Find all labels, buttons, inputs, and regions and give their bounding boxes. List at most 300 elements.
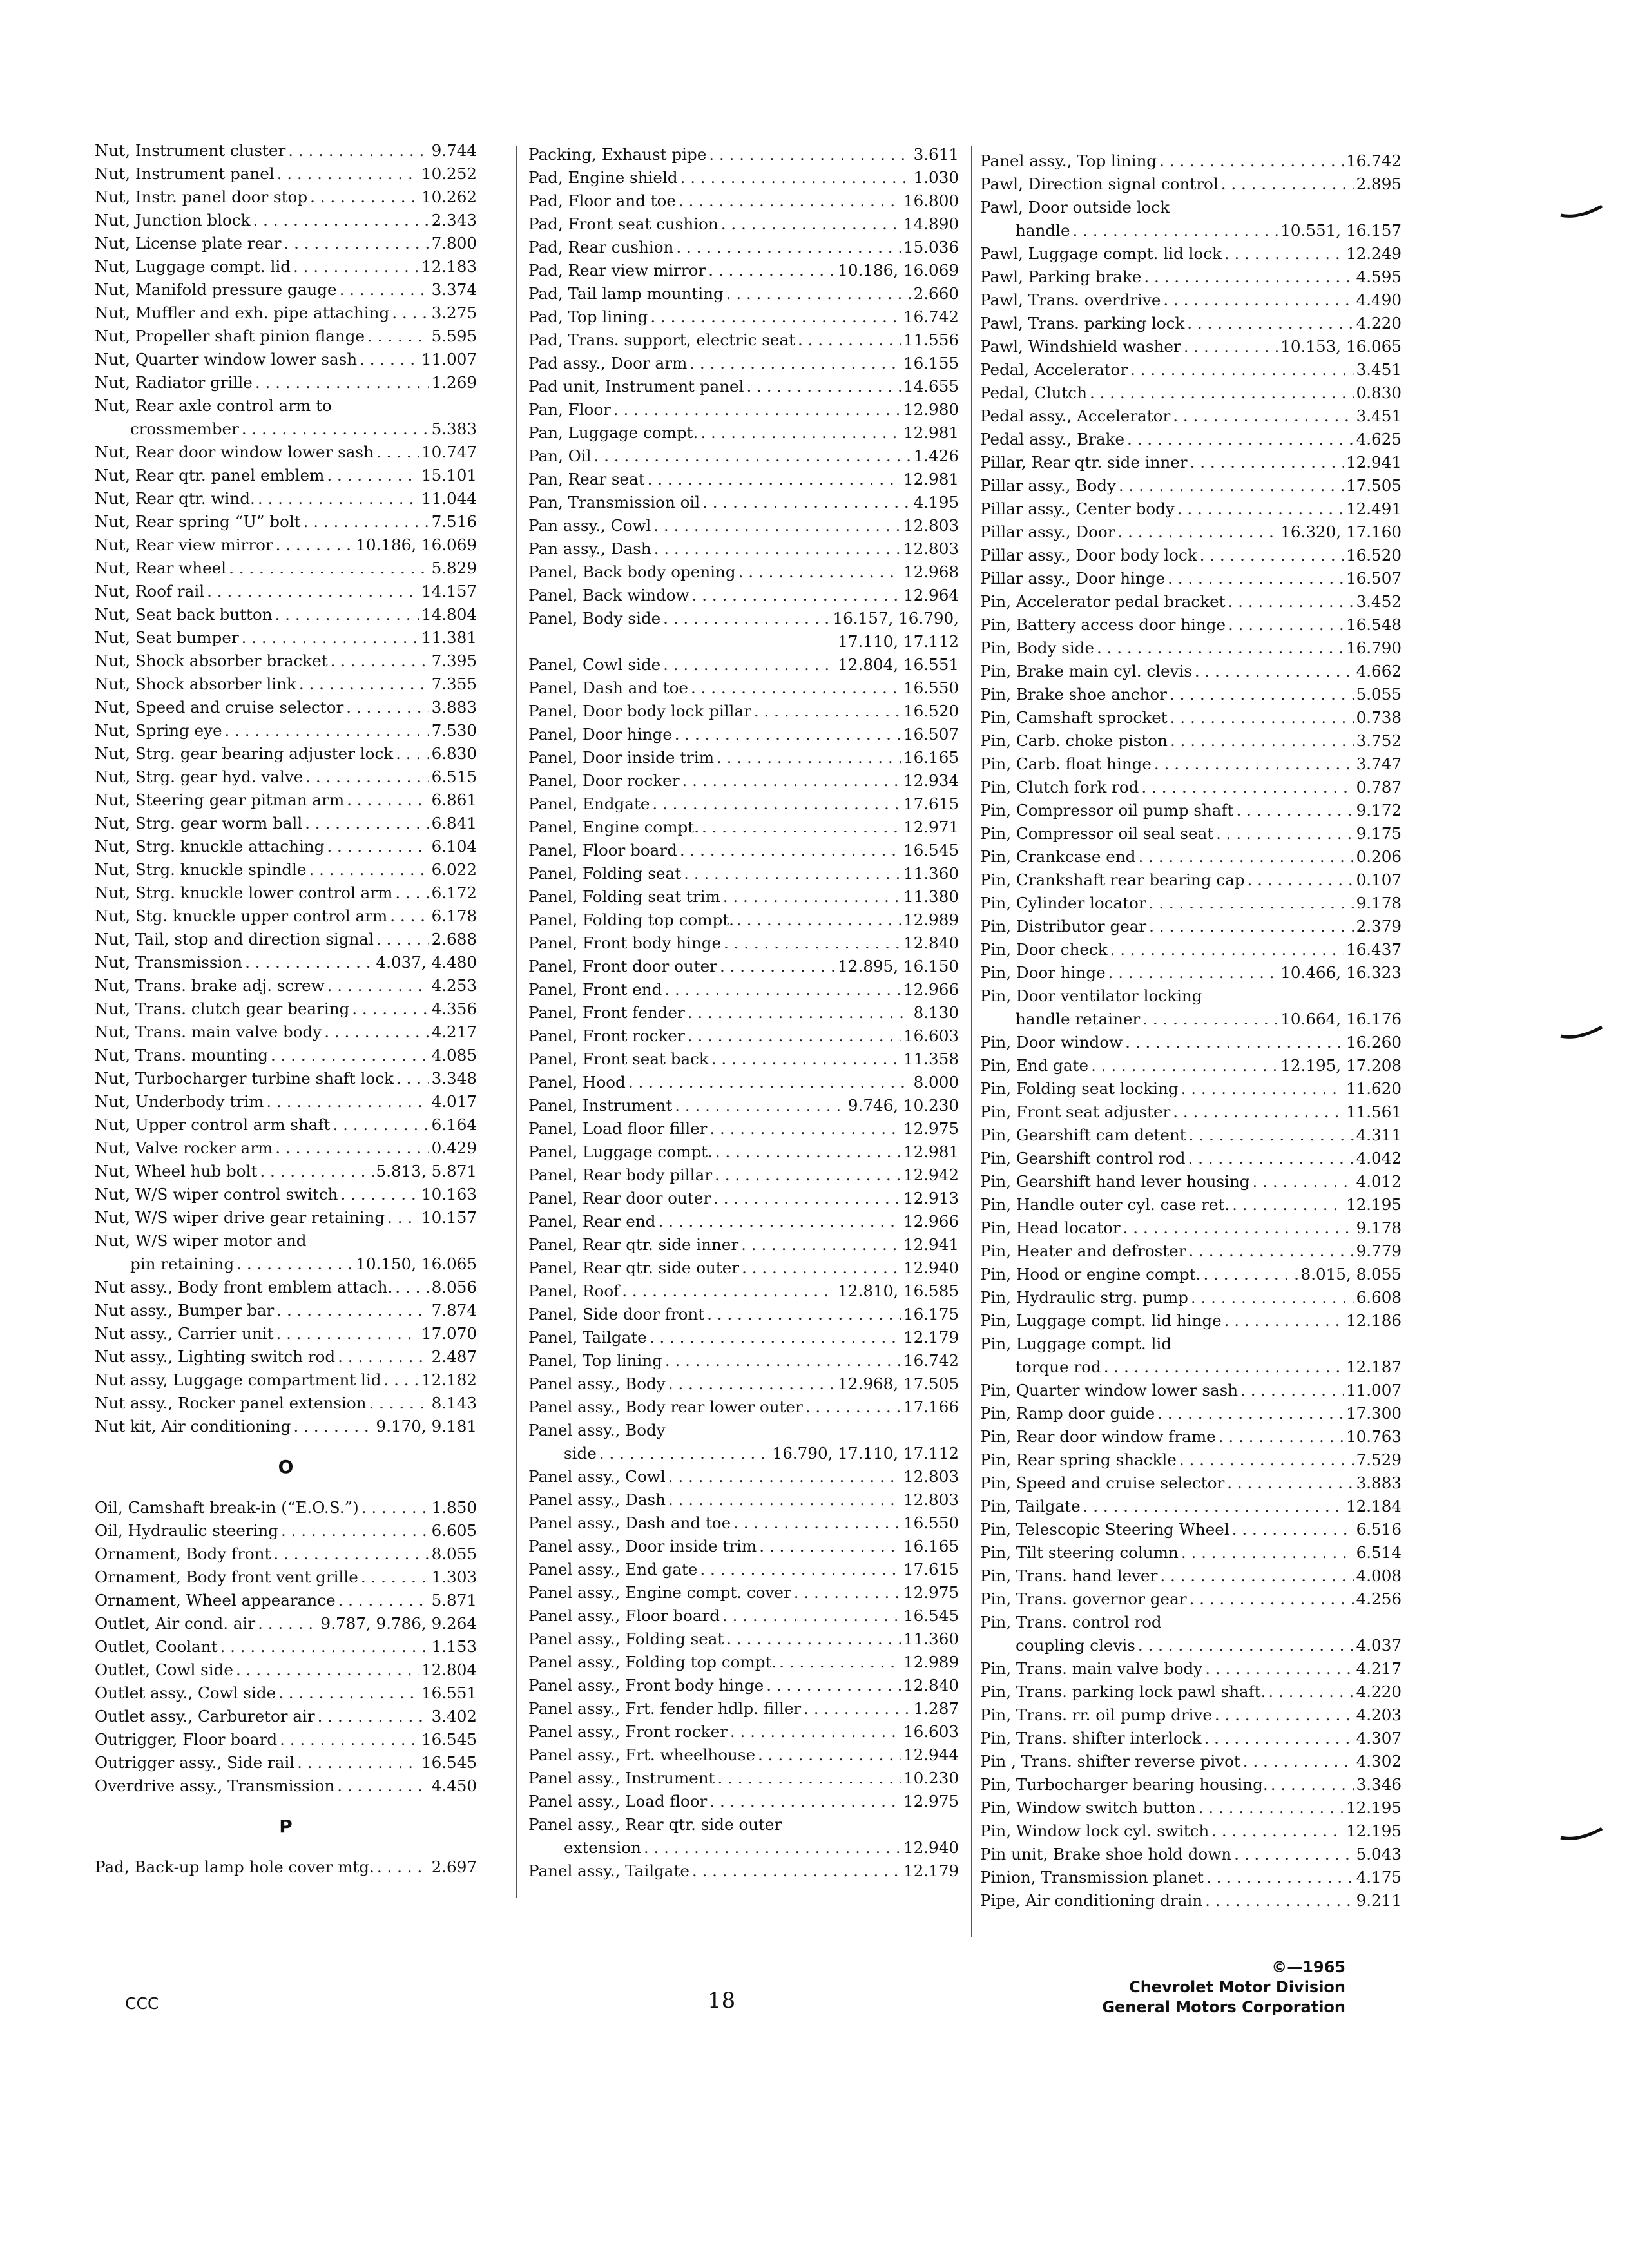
- entry-reference-number: 2.895: [1356, 175, 1402, 193]
- index-entry: [980, 1472, 1402, 1495]
- index-entry: [980, 1147, 1402, 1170]
- dot-leader: [304, 510, 429, 533]
- entry-reference-number: 17.070: [421, 1324, 477, 1343]
- entry-reference-number: 12.981: [903, 470, 959, 488]
- entry-part-name: Nut, Luggage compt. lid: [95, 257, 291, 276]
- dot-leader: [707, 1303, 901, 1326]
- entry-part-name: Pin, Turbocharger bearing housing.: [980, 1775, 1268, 1794]
- entry-part-name: Panel assy., Top lining: [980, 151, 1157, 170]
- dot-leader: [305, 812, 429, 835]
- entry-part-name: Pin, Clutch fork rod: [980, 778, 1139, 796]
- dot-leader: [1243, 1750, 1354, 1773]
- index-entry: [528, 955, 959, 978]
- entry-reference-number: 4.012: [1356, 1172, 1402, 1191]
- entry-reference-number: 11.360: [903, 864, 959, 883]
- entry-part-name: Nut, Instrument cluster: [95, 141, 286, 160]
- index-entry: [528, 213, 959, 236]
- index-entry: [95, 209, 477, 232]
- index-entry: [95, 1137, 477, 1160]
- dot-leader: [805, 1396, 901, 1419]
- entry-part-name: Panel, Folding top compt.: [528, 910, 734, 929]
- index-entry: [980, 1866, 1402, 1889]
- entry-reference-number: 12.942: [903, 1166, 959, 1184]
- dot-leader: [1170, 683, 1354, 706]
- entry-reference-number: 8.015, 8.055: [1300, 1265, 1402, 1283]
- entry-reference-number: 12.195: [1345, 1821, 1402, 1840]
- dot-leader: [387, 1206, 419, 1229]
- entry-reference-number: 12.934: [903, 771, 959, 790]
- index-entry: [528, 1372, 959, 1396]
- dot-leader: [1083, 1495, 1344, 1518]
- dot-leader: [276, 1299, 429, 1322]
- dot-leader: [245, 951, 373, 974]
- dot-leader: [644, 1836, 901, 1860]
- dot-leader: [324, 1021, 429, 1044]
- entry-reference-number: 10.163: [421, 1185, 477, 1204]
- entry-part-name: Panel, Back window: [528, 586, 689, 604]
- entry-reference-number: 10.747: [421, 443, 477, 461]
- dot-leader: [392, 302, 429, 325]
- index-entry: [980, 1634, 1402, 1657]
- dot-leader: [1195, 660, 1354, 683]
- index-entry: [95, 1589, 477, 1612]
- entry-part-name: Panel, Engine compt.: [528, 818, 699, 836]
- index-entry: [528, 723, 959, 746]
- dot-leader: [280, 1728, 419, 1751]
- index-entry: [95, 696, 477, 719]
- index-entry: [95, 394, 477, 418]
- entry-part-name: Panel, Hood: [528, 1073, 626, 1091]
- index-entry: [980, 428, 1402, 451]
- index-entry: [528, 1651, 959, 1674]
- entry-part-name: Nut, Strg. knuckle lower control arm: [95, 883, 393, 902]
- entry-part-name: Pillar assy., Door body lock: [980, 546, 1197, 564]
- index-entry: [980, 497, 1402, 521]
- entry-part-name: Panel, Rear end: [528, 1212, 656, 1231]
- dot-leader: [1073, 219, 1278, 242]
- entry-part-name: Pin, Front seat adjuster: [980, 1102, 1171, 1121]
- index-entry: [980, 892, 1402, 915]
- entry-reference-number: 8.000: [913, 1073, 959, 1091]
- entry-part-name: Nut, Rear door window lower sash: [95, 443, 374, 461]
- index-entry: [95, 835, 477, 858]
- entry-reference-number: 0.787: [1356, 778, 1402, 796]
- entry-part-name: Pin, Distributor gear: [980, 917, 1147, 936]
- entry-part-name: Pad, Front seat cushion: [528, 215, 718, 233]
- entry-reference-number: 9.172: [1356, 801, 1402, 820]
- index-entry: [980, 985, 1402, 1008]
- dot-leader: [692, 1860, 901, 1883]
- dot-leader: [338, 1345, 429, 1369]
- index-entry: [528, 1744, 959, 1767]
- index-entry: [95, 1728, 477, 1751]
- dot-leader: [1138, 845, 1353, 869]
- entry-reference-number: 14.655: [903, 377, 959, 396]
- entry-part-name: Pan assy., Cowl: [528, 516, 651, 535]
- index-entry: [95, 1322, 477, 1345]
- dot-leader: [702, 491, 911, 514]
- dot-leader: [1199, 1796, 1344, 1820]
- entry-part-name: Pin, Luggage compt. lid: [980, 1334, 1171, 1353]
- copyright-corporation: General Motors Corporation: [1102, 1998, 1345, 2016]
- entry-reference-number: 12.966: [903, 1212, 959, 1231]
- entry-reference-number: 5.813, 5.871: [376, 1162, 477, 1180]
- index-entry: [528, 514, 959, 537]
- entry-reference-number: 10.551, 16.157: [1280, 221, 1402, 240]
- dot-leader: [242, 626, 419, 649]
- index-entry: [980, 1773, 1402, 1796]
- index-entry: [95, 1612, 477, 1635]
- entry-part-name: Pin, Door ventilator locking: [980, 986, 1202, 1005]
- column-divider: [971, 146, 972, 1937]
- index-entry: [95, 1253, 477, 1276]
- entry-reference-number: 11.007: [1345, 1381, 1402, 1399]
- entry-reference-number: 10.763: [1345, 1427, 1402, 1446]
- dot-leader: [331, 649, 429, 673]
- entry-reference-number: 8.055: [431, 1544, 477, 1563]
- entry-part-name: Pin, Gearshift control rod: [980, 1149, 1186, 1168]
- dot-leader: [668, 1465, 901, 1488]
- dot-leader: [1108, 961, 1278, 985]
- entry-reference-number: 12.804: [421, 1660, 477, 1679]
- entry-part-name: extension: [564, 1838, 641, 1857]
- entry-reference-number: 14.890: [903, 215, 959, 233]
- index-entry: [95, 742, 477, 765]
- entry-reference-number: 16.550: [903, 1514, 959, 1532]
- entry-reference-number: 1.426: [913, 447, 959, 465]
- entry-reference-number: 12.940: [903, 1258, 959, 1277]
- dot-leader: [396, 742, 429, 765]
- entry-reference-number: 9.787, 9.786, 9.264: [320, 1614, 477, 1633]
- entry-reference-number: 16.155: [903, 354, 959, 372]
- index-entry: [95, 1751, 477, 1774]
- index-entry: [980, 312, 1402, 335]
- entry-part-name: Pin, Crankcase end: [980, 847, 1136, 866]
- dot-leader: [273, 1542, 429, 1566]
- entry-part-name: Nut, Junction block: [95, 211, 251, 229]
- dot-leader: [1206, 1866, 1354, 1889]
- dot-leader: [327, 835, 429, 858]
- index-entry: [528, 839, 959, 862]
- dot-leader: [1181, 1077, 1344, 1100]
- dot-leader: [680, 839, 901, 862]
- entry-part-name: Nut, W/S wiper drive gear retaining: [95, 1208, 385, 1227]
- entry-reference-number: 12.980: [903, 400, 959, 419]
- entry-part-name: Nut, Strg. knuckle attaching: [95, 837, 325, 856]
- entry-part-name: Nut, Trans. main valve body: [95, 1023, 322, 1041]
- index-entry: [528, 352, 959, 375]
- entry-reference-number: 15.036: [903, 238, 959, 256]
- dot-leader: [759, 1535, 901, 1558]
- entry-part-name: Pin, Ramp door guide: [980, 1404, 1155, 1423]
- index-entry: [980, 1796, 1402, 1820]
- dot-leader: [340, 278, 429, 302]
- entry-reference-number: 16.165: [903, 1537, 959, 1555]
- entry-reference-number: 12.975: [903, 1119, 959, 1138]
- entry-reference-number: 8.056: [431, 1278, 477, 1296]
- entry-reference-number: 10.252: [421, 164, 477, 183]
- index-entry: [528, 1094, 959, 1117]
- entry-reference-number: 12.491: [1345, 499, 1402, 518]
- index-entry: [528, 1535, 959, 1558]
- dot-leader: [613, 398, 901, 421]
- dot-leader: [1236, 799, 1353, 822]
- index-entry: [980, 729, 1402, 753]
- index-entry: [95, 580, 477, 603]
- dot-leader: [1216, 822, 1353, 845]
- entry-part-name: Panel, Endgate: [528, 794, 650, 813]
- dot-leader: [395, 1276, 429, 1299]
- entry-reference-number: 12.195, 17.208: [1280, 1056, 1402, 1075]
- entry-reference-number: 16.507: [1345, 569, 1402, 588]
- index-entry: [528, 1326, 959, 1349]
- index-entry: [980, 1008, 1402, 1031]
- dot-leader: [720, 955, 835, 978]
- entry-part-name: Pin, Speed and cruise selector: [980, 1474, 1225, 1492]
- entry-reference-number: 7.516: [431, 512, 477, 531]
- index-entry: [528, 1860, 959, 1883]
- entry-part-name: Pin, Tilt steering column: [980, 1543, 1179, 1562]
- entry-part-name: Nut, Tail, stop and direction signal: [95, 930, 374, 948]
- index-entry: [528, 561, 959, 584]
- index-entry: [95, 1021, 477, 1044]
- entry-part-name: Nut, Manifold pressure gauge: [95, 280, 337, 299]
- entry-reference-number: 11.620: [1345, 1079, 1402, 1098]
- entry-part-name: Pad, Tail lamp mounting: [528, 284, 724, 303]
- index-entry: [980, 1309, 1402, 1332]
- dot-leader: [1224, 242, 1344, 265]
- entry-part-name: Pin, Brake shoe anchor: [980, 685, 1167, 704]
- entry-part-name: Pin, Gearshift cam detent: [980, 1126, 1186, 1144]
- index-entry: [980, 521, 1402, 544]
- dot-leader: [798, 329, 901, 352]
- index-entry: [95, 510, 477, 533]
- entry-part-name: Pedal assy., Accelerator: [980, 407, 1171, 425]
- index-entry: [528, 1604, 959, 1628]
- dot-leader: [1228, 590, 1354, 613]
- entry-reference-number: 4.595: [1356, 267, 1402, 286]
- index-entry: [980, 1820, 1402, 1843]
- entry-part-name: Pawl, Direction signal control: [980, 175, 1219, 193]
- index-entry: [95, 1067, 477, 1090]
- entry-part-name: Outrigger assy., Side rail: [95, 1753, 295, 1772]
- entry-reference-number: 0.107: [1356, 870, 1402, 889]
- dot-leader: [1204, 1727, 1354, 1750]
- index-entry: [95, 1299, 477, 1322]
- index-entry: [95, 603, 477, 626]
- dot-leader: [376, 928, 429, 951]
- entry-reference-number: 12.968, 17.505: [838, 1374, 959, 1393]
- entry-part-name: Pin, Compressor oil pump shaft: [980, 801, 1234, 820]
- entry-part-name: Panel assy., Door inside trim: [528, 1537, 757, 1555]
- entry-part-name: Pin, Body side: [980, 639, 1095, 657]
- index-entry: [95, 1160, 477, 1183]
- dot-leader: [593, 445, 911, 468]
- index-entry: [980, 1750, 1402, 1773]
- index-entry: [95, 719, 477, 742]
- entry-reference-number: 2.379: [1356, 917, 1402, 936]
- entry-part-name: Nut, Instr. panel door stop: [95, 187, 308, 206]
- section-heading-o: O: [278, 1456, 294, 1477]
- index-entry: [980, 219, 1402, 242]
- dot-leader: [1215, 1704, 1354, 1727]
- entry-reference-number: 9.170, 9.181: [376, 1417, 477, 1436]
- entry-reference-number: 4.662: [1356, 662, 1402, 680]
- entry-reference-number: 1.269: [431, 373, 477, 392]
- dot-leader: [652, 793, 901, 816]
- index-entry: [980, 845, 1402, 869]
- entry-reference-number: 6.861: [431, 791, 477, 809]
- entry-reference-number: 11.007: [421, 350, 477, 369]
- entry-reference-number: 11.044: [421, 489, 477, 508]
- entry-reference-number: 0.206: [1356, 847, 1402, 866]
- entry-reference-number: 4.625: [1356, 430, 1402, 448]
- entry-part-name: Nut, W/S wiper control switch: [95, 1185, 338, 1204]
- entry-part-name: Nut, Radiator grille: [95, 373, 253, 392]
- dot-leader: [1181, 1541, 1354, 1564]
- dot-leader: [1110, 938, 1344, 961]
- index-entry: [528, 305, 959, 329]
- index-entry: [95, 1415, 477, 1438]
- index-entry: [980, 706, 1402, 729]
- dot-leader: [305, 765, 429, 789]
- index-entry: [95, 255, 477, 278]
- p-entries: [95, 1856, 477, 1879]
- index-entry: [528, 1697, 959, 1720]
- entry-part-name: Outlet, Cowl side: [95, 1660, 233, 1679]
- index-entry: [95, 1183, 477, 1206]
- entry-reference-number: 12.186: [1345, 1311, 1402, 1330]
- entry-part-name: Panel, Front body hinge: [528, 934, 722, 952]
- entry-reference-number: 3.346: [1356, 1775, 1402, 1794]
- dot-leader: [284, 232, 429, 255]
- entry-part-name: torque rod: [1016, 1358, 1101, 1376]
- index-entry: [528, 978, 959, 1001]
- index-entry: [980, 961, 1402, 985]
- dot-leader: [1232, 1518, 1354, 1541]
- entry-reference-number: 3.883: [1356, 1474, 1402, 1492]
- index-entry: [980, 660, 1402, 683]
- entry-reference-number: 5.383: [431, 419, 477, 438]
- entry-part-name: Pin, Luggage compt. lid hinge: [980, 1311, 1222, 1330]
- dot-leader: [1141, 776, 1353, 799]
- copyright-block: [1088, 1957, 1345, 2017]
- dot-leader: [347, 789, 429, 812]
- dot-leader: [700, 421, 901, 445]
- entry-part-name: Nut, Rear wheel: [95, 559, 227, 577]
- dot-leader: [804, 1697, 911, 1720]
- dot-leader: [599, 1442, 770, 1465]
- index-entry: [528, 421, 959, 445]
- index-entry: [95, 162, 477, 186]
- dot-leader: [658, 1210, 900, 1233]
- entry-part-name: Pawl, Parking brake: [980, 267, 1142, 286]
- index-entry: [980, 869, 1402, 892]
- dot-leader: [692, 584, 901, 607]
- dot-leader: [754, 700, 901, 723]
- entry-reference-number: 12.195: [1345, 1195, 1402, 1214]
- index-entry: [528, 793, 959, 816]
- dot-leader: [277, 162, 419, 186]
- entry-part-name: Outlet assy., Carburetor air: [95, 1707, 315, 1725]
- entry-reference-number: 10.262: [421, 187, 477, 206]
- index-entry: [980, 683, 1402, 706]
- entry-part-name: Nut, Propeller shaft pinion flange: [95, 327, 365, 345]
- dot-leader: [1127, 428, 1354, 451]
- entry-reference-number: 4.307: [1356, 1729, 1402, 1747]
- entry-reference-number: 4.490: [1356, 291, 1402, 309]
- index-entry: [980, 1889, 1402, 1912]
- index-entry: [980, 289, 1402, 312]
- entry-part-name: Panel assy., Body: [528, 1421, 666, 1439]
- dot-leader: [1154, 753, 1354, 776]
- entry-part-name: Panel, Door inside trim: [528, 748, 715, 767]
- entry-part-name: Nut, Rear view mirror: [95, 535, 273, 554]
- dot-leader: [1211, 1820, 1344, 1843]
- dot-leader: [377, 1856, 429, 1879]
- dot-leader: [340, 1183, 418, 1206]
- entry-reference-number: 16.790: [1345, 639, 1402, 657]
- binder-hole-mark: [1559, 1827, 1603, 1843]
- entry-reference-number: 12.940: [903, 1838, 959, 1857]
- entry-part-name: Pad, Engine shield: [528, 168, 678, 187]
- index-entry: [528, 1187, 959, 1210]
- pad-panel-entries: [528, 143, 959, 1883]
- index-entry: [528, 1280, 959, 1303]
- entry-part-name: Pin, Trans. hand lever: [980, 1566, 1158, 1585]
- entry-reference-number: 10.153, 16.065: [1280, 337, 1402, 356]
- index-entry: [980, 1332, 1402, 1356]
- dot-leader: [346, 696, 429, 719]
- footer-code: CCC: [125, 1994, 159, 2013]
- dot-leader: [1142, 1008, 1278, 1031]
- index-entry: [528, 1442, 959, 1465]
- index-entry: [528, 537, 959, 561]
- entry-part-name: Nut, Strg. knuckle spindle: [95, 860, 307, 879]
- entry-part-name: Panel, Front door outer: [528, 957, 717, 975]
- index-entry: [95, 974, 477, 997]
- dot-leader: [361, 1496, 429, 1519]
- dot-leader: [653, 514, 901, 537]
- entry-reference-number: 3.374: [431, 280, 477, 299]
- dot-leader: [271, 1044, 429, 1067]
- index-entry: [95, 1774, 477, 1798]
- dot-leader: [738, 561, 901, 584]
- entry-reference-number: 6.164: [431, 1115, 477, 1134]
- index-entry: [980, 1425, 1402, 1448]
- dot-leader: [676, 236, 901, 259]
- index-entry: [528, 1790, 959, 1813]
- entry-part-name: Pin, Head locator: [980, 1218, 1121, 1237]
- entry-part-name: Panel assy., Rear qtr. side outer: [528, 1815, 782, 1834]
- entry-part-name: Pin, Hydraulic strg. pump: [980, 1288, 1188, 1307]
- entry-reference-number: 12.913: [903, 1189, 959, 1207]
- entry-reference-number: 11.360: [903, 1629, 959, 1648]
- dot-leader: [1138, 1634, 1354, 1657]
- dot-leader: [1149, 892, 1354, 915]
- index-entry: [980, 1100, 1402, 1124]
- dot-leader: [1168, 567, 1344, 590]
- entry-part-name: Pin, Accelerator pedal bracket: [980, 592, 1226, 611]
- index-entry: [528, 375, 959, 398]
- entry-part-name: Oil, Camshaft break-in (“E.O.S.”): [95, 1498, 359, 1517]
- entry-reference-number: 10.186, 16.069: [356, 535, 477, 554]
- dot-leader: [709, 143, 911, 166]
- dot-leader: [1159, 149, 1344, 173]
- column-divider: [516, 146, 517, 1898]
- entry-reference-number: 4.356: [431, 999, 477, 1018]
- entry-part-name: Panel, Front rocker: [528, 1026, 685, 1045]
